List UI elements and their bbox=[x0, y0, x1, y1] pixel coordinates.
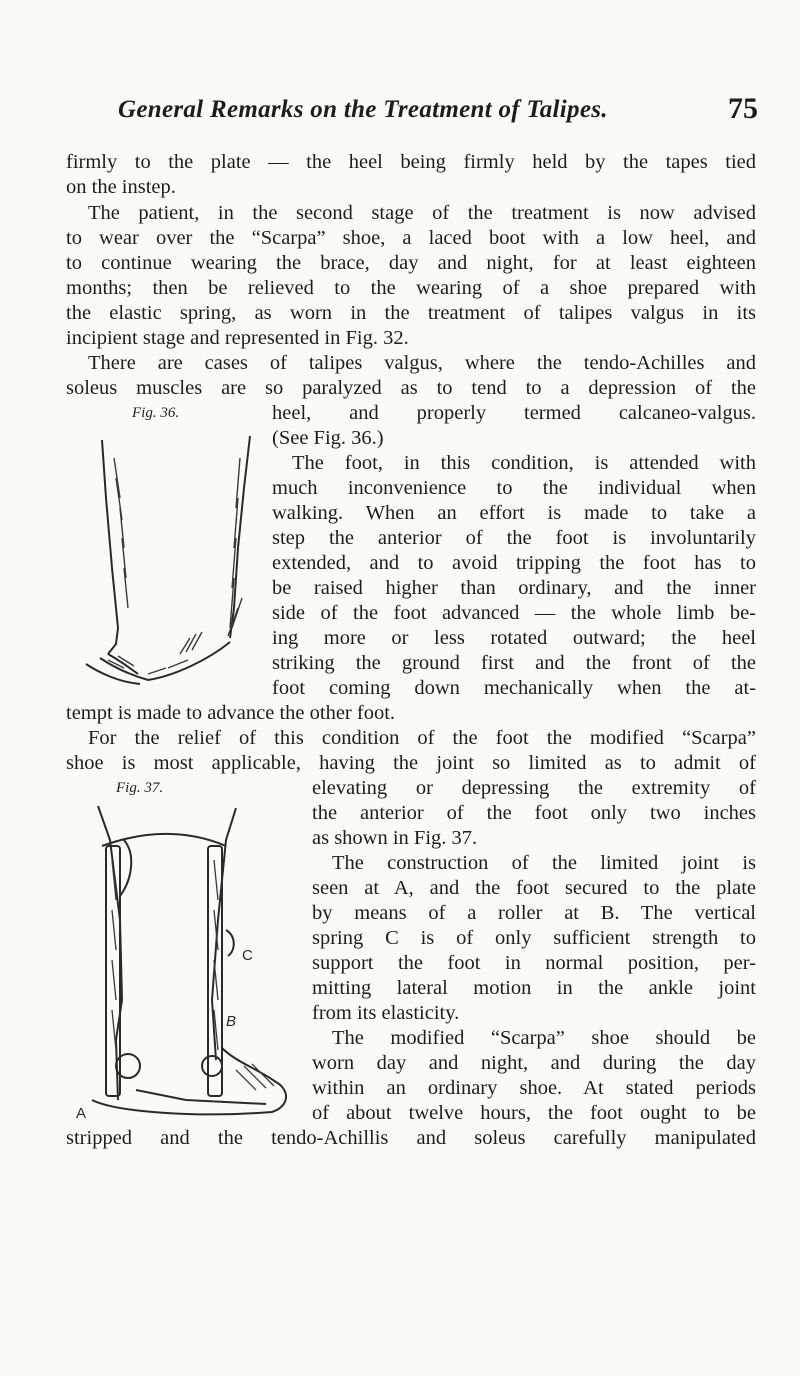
text-line: side of the foot advanced — the whole limb be- bbox=[272, 602, 756, 624]
text-line: firmly to the plate — the heel being firmly held by the tapes tied bbox=[66, 151, 756, 173]
figure-37-letter-a: A bbox=[76, 1105, 87, 1120]
text-line: For the relief of this condition of the foot the modified “Scarpa” bbox=[88, 727, 756, 749]
text-line: elevating or depressing the extremity of bbox=[312, 777, 756, 799]
text-line: shoe is most applicable, having the joint so limited as to admit of bbox=[66, 752, 756, 774]
text-line: the elastic spring, as worn in the treatment of talipes valgus in its bbox=[66, 302, 756, 324]
text-line: within an ordinary shoe. At stated periods bbox=[312, 1077, 756, 1099]
text-line: much inconvenience to the individual when bbox=[272, 477, 756, 499]
text-line: seen at A, and the foot secured to the plate bbox=[312, 877, 756, 899]
figure-36-label: Fig. 36. bbox=[132, 405, 180, 421]
text-line: walking. When an effort is made to take a bbox=[272, 502, 756, 524]
text-line: on the instep. bbox=[66, 176, 176, 198]
text-line: by means of a roller at B. The vertical bbox=[312, 902, 756, 924]
text-line: stripped and the tendo-Achillis and soleus carefully manipulated bbox=[66, 1127, 756, 1149]
text-line: of about twelve hours, the foot ought to be bbox=[312, 1102, 756, 1124]
figure-36-illustration bbox=[78, 428, 270, 696]
text-line: mitting lateral motion in the ankle joint bbox=[312, 977, 756, 999]
text-line: to continue wearing the brace, day and night, for at least eighteen bbox=[66, 252, 756, 274]
text-line: as shown in Fig. 37. bbox=[312, 827, 478, 849]
text-line: worn day and night, and during the day bbox=[312, 1052, 756, 1074]
page-number: 75 bbox=[728, 92, 758, 125]
text-line: (See Fig. 36.) bbox=[272, 427, 384, 449]
text-line: striking the ground first and the front of the bbox=[272, 652, 756, 674]
text-line: tempt is made to advance the other foot. bbox=[66, 702, 396, 724]
text-line: foot coming down mechanically when the at- bbox=[272, 677, 756, 699]
text-line: to wear over the “Scarpa” shoe, a laced boot with a low heel, and bbox=[66, 227, 756, 249]
text-line: The construction of the limited joint is bbox=[332, 852, 756, 874]
figure-37-label: Fig. 37. bbox=[116, 780, 164, 796]
figure-37-letter-c: C bbox=[242, 947, 253, 964]
text-line: The modified “Scarpa” shoe should be bbox=[332, 1027, 756, 1049]
text-line: heel, and properly termed calcaneo-valgus. bbox=[272, 402, 756, 424]
text-line: The foot, in this condition, is attended with bbox=[292, 452, 756, 474]
text-line: soleus muscles are so paralyzed as to tend to a depression of the bbox=[66, 377, 756, 399]
text-line: months; then be relieved to the wearing of a shoe prepared with bbox=[66, 277, 756, 299]
text-line: from its elasticity. bbox=[312, 1002, 460, 1024]
text-line: spring C is of only sufficient strength to bbox=[312, 927, 756, 949]
text-line: extended, and to avoid tripping the foot has to bbox=[272, 552, 756, 574]
text-line: The patient, in the second stage of the treatment is now advised bbox=[88, 202, 756, 224]
running-header bbox=[118, 92, 758, 132]
text-line: ing more or less rotated outward; the heel bbox=[272, 627, 756, 649]
text-line: incipient stage and represented in Fig. 32. bbox=[66, 327, 409, 349]
figure-37-illustration bbox=[76, 800, 304, 1120]
text-line: step the anterior of the foot is involuntarily bbox=[272, 527, 756, 549]
text-line: There are cases of talipes valgus, where the tendo-Achilles and bbox=[88, 352, 756, 374]
text-line: the anterior of the foot only two inches bbox=[312, 802, 756, 824]
text-line: be raised higher than ordinary, and the inner bbox=[272, 577, 756, 599]
running-title: General Remarks on the Treatment of Talipes. bbox=[118, 96, 608, 123]
figure-37-letter-b: B bbox=[226, 1013, 237, 1030]
text-line: support the foot in normal position, per- bbox=[312, 952, 756, 974]
